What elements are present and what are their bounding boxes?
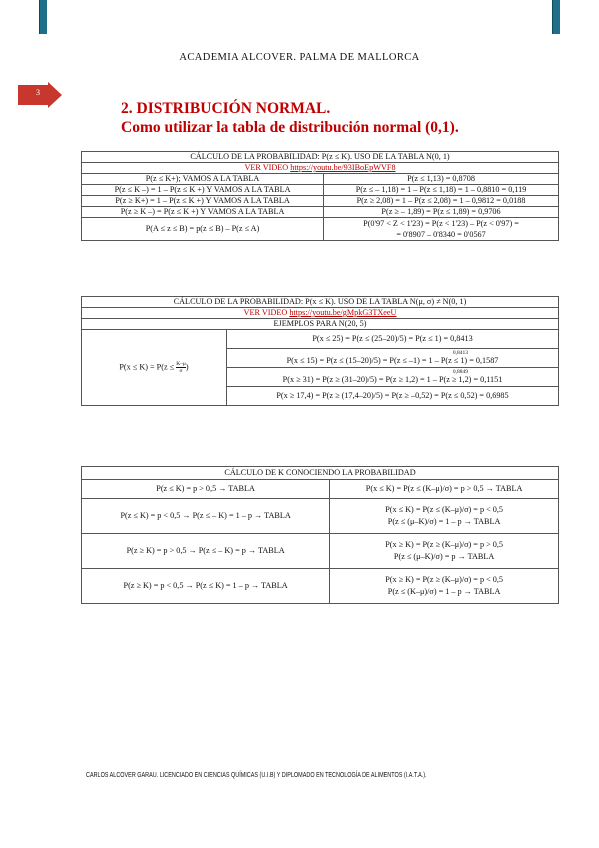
example-3-cell [227,368,559,387]
rule-cell: P(z ≥ K –) = P(z ≤ K +) Y VAMOS A LA TABLA [82,207,324,218]
example-3: P(x ≥ 31) = P(z ≥ (31–20)/5) = P(z ≥ 1,2) = 1 – P(z ≥ 1,2) = 0,1151 [282,375,503,384]
table-row [82,480,559,499]
example-line-2: P(z ≤ (K–μ)/σ) = 1 – p → TABLA [387,587,501,596]
table-normal-general [81,296,559,406]
page-footer: CARLOS ALCOVER GARAU. LICENCIADO EN CIENCIAS QUÍMICAS (U.I.B) Y DIPLOMADO EN TECNOLOGÍA DE ALIMENTOS (I.A.T.A.). [86,772,427,779]
rule-cell: P(z ≥ K) = p < 0,5 → P(z ≤ K) = 1 – p → TABLA [82,569,330,604]
video-link[interactable]: https://youtu.be/93IBoEpWVF8 [290,163,396,172]
table-row [82,499,559,534]
table-row [82,534,559,569]
page-number: 3 [36,88,40,97]
example-line-1: P(0'97 < Z < 1'23) = P(z < 1'23) – P(z < 0'97) = [363,219,519,228]
example-3-note: 0,8849 [452,369,468,375]
table-row [82,218,559,241]
title-line-1: 2. DISTRIBUCIÓN NORMAL. [121,100,331,117]
example-line-2: P(z ≤ (μ–K)/σ) = 1 – p → TABLA [387,517,501,526]
section-title [121,99,459,137]
table-row [82,174,559,185]
example-2-note: 0,8413 [452,350,468,356]
video-label: VER VIDEO [244,163,289,172]
example-2-cell [227,349,559,368]
top-right-binder-bar [552,0,560,34]
table1-video-row [82,163,559,174]
page-header: ACADEMIA ALCOVER. PALMA DE MALLORCA [179,52,420,63]
example-cell: P(z ≤ – 1,18) = 1 – P(z ≤ 1,18) = 1 – 0,8810 = 0,119 [324,185,559,196]
video-label: VER VIDEO [243,308,288,317]
example-1: P(x ≤ 25) = P(z ≤ (25–20)/5) = P(z ≤ 1) = 0,8413 [227,330,559,349]
fraction-denominator: σ [179,368,183,374]
example-line-1: P(x ≤ K) = P(z ≤ (K–μ)/σ) = p < 0,5 [385,505,504,514]
page-arrow-icon [18,82,62,108]
example-line-1: P(x ≥ K) = P(z ≥ (K–μ)/σ) = p < 0,5 [385,575,504,584]
examples-head: EJEMPLOS PARA N(20, 5) [82,319,559,330]
video-link[interactable]: https://youtu.be/gMpkG3TXeeU [289,308,397,317]
example-cell: P(z ≥ 2,08) = 1 – P(z ≤ 2,08) = 1 – 0,9812 = 0,0188 [324,196,559,207]
example-cell [324,218,559,241]
example-4: P(x ≥ 17,4) = P(z ≥ (17,4–20)/5) = P(z ≥ –0,52) = P(z ≤ 0,52) = 0,6985 [227,387,559,406]
table1-head: CÁLCULO DE LA PROBABILIDAD: P(z ≤ K). USO DE LA TABLA N(0, 1) [82,152,559,163]
rule-cell: P(z ≤ K –) = 1 – P(z ≤ K +) Y VAMOS A LA TABLA [82,185,324,196]
table-row [82,569,559,604]
example-line-2: P(z ≤ (μ–K)/σ) = p → TABLA [393,552,495,561]
table-row [82,185,559,196]
rule-cell: P(z ≤ K) = p > 0,5 → TABLA [82,480,330,499]
formula-fraction [176,361,186,374]
table-row [82,207,559,218]
example-cell [330,499,559,534]
table2-head: CÁLCULO DE LA PROBABILIDAD: P(x ≤ K). USO DE LA TABLA N(μ, σ) ≠ N(0, 1) [82,297,559,308]
table-row [82,196,559,207]
table2-video-row [82,308,559,319]
fraction-numerator: K–μ [176,361,186,367]
rule-cell: P(z ≥ K) = p > 0,5 → P(z ≤ – K) = p → TABLA [82,534,330,569]
rule-cell: P(z ≤ K) = p < 0,5 → P(z ≤ – K) = 1 – p → TABLA [82,499,330,534]
example-cell: P(z ≤ 1,13) = 0,8708 [324,174,559,185]
top-left-binder-bar [39,0,47,34]
rule-cell: P(z ≤ K+); VAMOS A LA TABLA [82,174,324,185]
table-find-k [81,466,559,604]
table3-head: CÁLCULO DE K CONOCIENDO LA PROBABILIDAD [82,467,559,480]
standardize-formula: P(x ≤ K) = P(z ≤ $\frac{K-\mu}{\sigma}$ ) [82,330,227,406]
example-cell [330,534,559,569]
example-cell [330,569,559,604]
formula-prefix: P(x ≤ K) = P [119,362,162,372]
example-cell: P(z ≥ – 1,89) = P(z ≤ 1,89) = 0,9706 [324,207,559,218]
example-line-1: P(x ≥ K) = P(z ≥ (K–μ)/σ) = p > 0,5 [385,540,504,549]
rule-cell: P(z ≥ K+) = 1 – P(z ≤ K +) Y VAMOS A LA TABLA [82,196,324,207]
example-cell: P(x ≤ K) = P(z ≤ (K–μ)/σ) = p > 0,5 → TABLA [330,480,559,499]
example-2: P(x ≤ 15) = P(z ≤ (15–20)/5) = P(z ≤ –1) = 1 – P(z ≤ 1) = 0,1587 [286,356,499,365]
table-normal-standard [81,151,559,241]
rule-cell: P(A ≤ z ≤ B) = p(z ≤ B) – P(z ≤ A) [82,218,324,241]
title-line-2: Como utilizar la tabla de distribución normal (0,1). [121,119,459,136]
example-line-2: = 0'8907 – 0'8340 = 0'0567 [396,230,486,239]
